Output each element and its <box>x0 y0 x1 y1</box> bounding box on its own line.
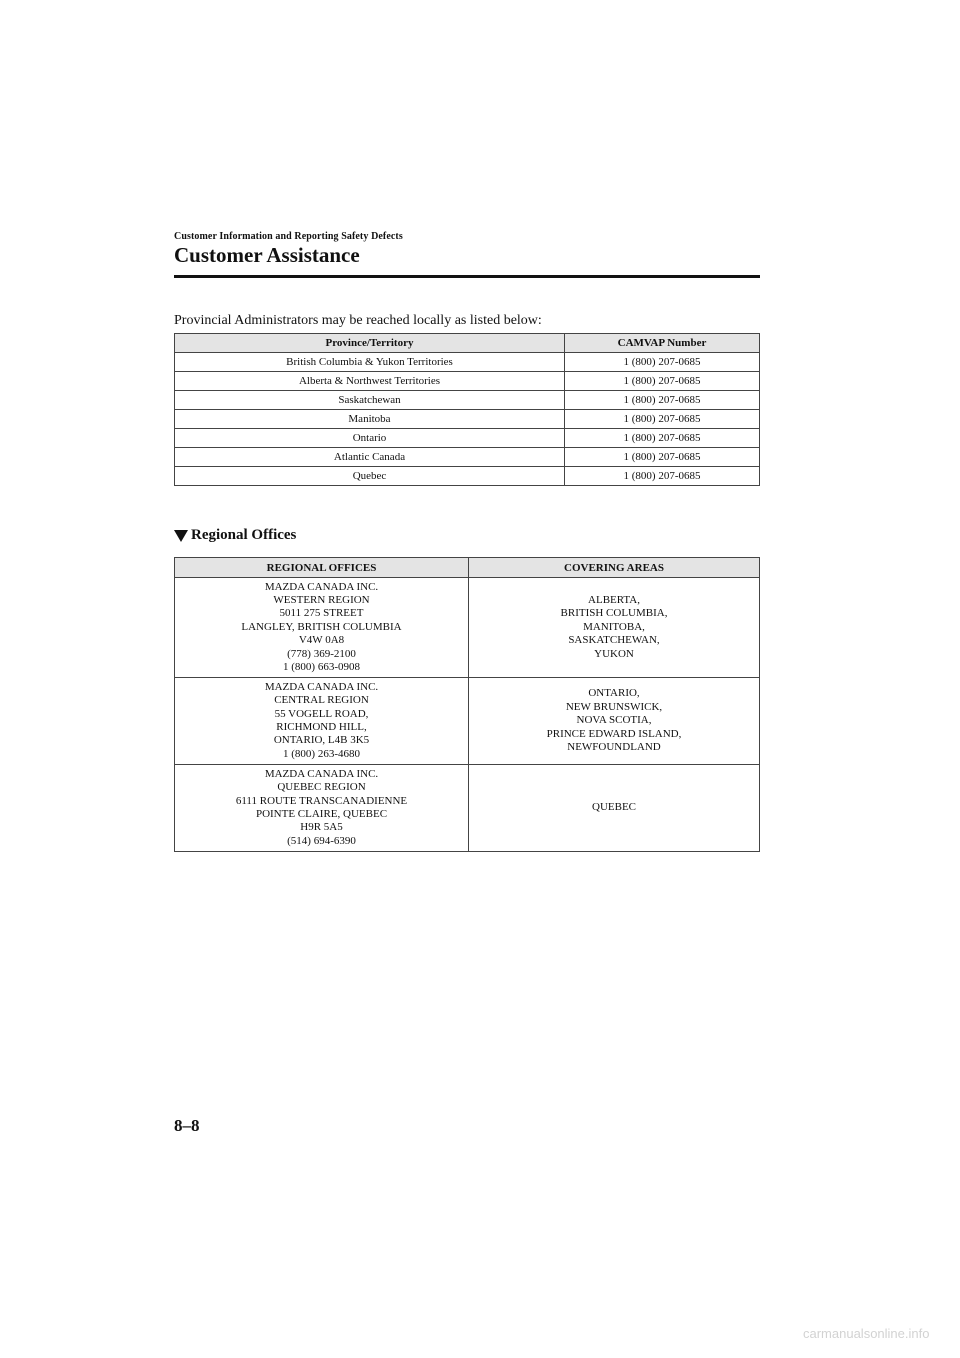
table-header-row <box>175 334 760 353</box>
area-line: NOVA SCOTIA, <box>576 714 652 727</box>
table-row <box>175 372 760 391</box>
office-line: LANGLEY, BRITISH COLUMBIA <box>241 620 402 633</box>
province-cell: Saskatchewan <box>175 391 565 410</box>
section-label: Customer Information and Reporting Safety Defects <box>174 231 403 242</box>
province-cell: Alberta & Northwest Territories <box>175 372 565 391</box>
office-line: (778) 369-2100 <box>287 647 356 660</box>
phone-cell: 1 (800) 207-0685 <box>565 448 760 467</box>
column-header-areas: COVERING AREAS <box>469 558 760 578</box>
area-line: PRINCE EDWARD ISLAND, <box>546 727 682 740</box>
office-line: H9R 5A5 <box>300 821 343 834</box>
areas-cell <box>469 678 760 765</box>
office-line: 5011 275 STREET <box>279 607 364 620</box>
office-cell <box>175 678 469 765</box>
office-line: WESTERN REGION <box>273 593 370 606</box>
page-title: Customer Assistance <box>174 243 360 267</box>
intro-text: Provincial Administrators may be reached locally as listed below: <box>174 313 542 328</box>
province-cell: Ontario <box>175 429 565 448</box>
office-cell <box>175 578 469 678</box>
area-line: YUKON <box>594 647 634 660</box>
table-row <box>175 578 760 678</box>
watermark: carmanualsonline.info <box>803 1326 930 1341</box>
table-row <box>175 353 760 372</box>
triangle-down-icon <box>174 530 188 542</box>
column-header-camvap: CAMVAP Number <box>565 334 760 353</box>
table-header-row <box>175 558 760 578</box>
area-line: ALBERTA, <box>588 593 640 606</box>
province-cell: Atlantic Canada <box>175 448 565 467</box>
provincial-table <box>174 333 760 486</box>
table-row <box>175 765 760 852</box>
phone-cell: 1 (800) 207-0685 <box>565 353 760 372</box>
column-header-offices: REGIONAL OFFICES <box>175 558 469 578</box>
area-line: NEWFOUNDLAND <box>567 741 661 754</box>
office-line: ONTARIO, L4B 3K5 <box>273 734 370 747</box>
office-line: 1 (800) 663-0908 <box>283 661 360 674</box>
province-cell: Quebec <box>175 467 565 486</box>
office-line: 6111 ROUTE TRANSCANADIENNE <box>235 794 408 807</box>
office-line: 1 (800) 263-4680 <box>283 747 360 760</box>
office-line: MAZDA CANADA INC. <box>264 580 379 593</box>
area-line: MANITOBA, <box>583 620 645 633</box>
table-row <box>175 391 760 410</box>
table-row <box>175 429 760 448</box>
phone-cell: 1 (800) 207-0685 <box>565 467 760 486</box>
regional-offices-title: Regional Offices <box>191 527 297 543</box>
area-line: QUEBEC <box>592 801 636 814</box>
area-line: BRITISH COLUMBIA, <box>560 607 668 620</box>
page-number: 8–8 <box>174 1116 200 1135</box>
office-line: MAZDA CANADA INC. <box>264 767 379 780</box>
phone-cell: 1 (800) 207-0685 <box>565 372 760 391</box>
table-row <box>175 448 760 467</box>
province-cell: British Columbia & Yukon Territories <box>175 353 565 372</box>
regional-offices-heading <box>174 527 296 544</box>
table-row <box>175 678 760 765</box>
table-row <box>175 467 760 486</box>
areas-cell <box>469 765 760 852</box>
area-line: NEW BRUNSWICK, <box>565 700 663 713</box>
phone-cell: 1 (800) 207-0685 <box>565 429 760 448</box>
office-line: V4W 0A8 <box>298 634 345 647</box>
office-line: RICHMOND HILL, <box>276 721 367 733</box>
area-line: ONTARIO, <box>588 687 640 700</box>
office-line: (514) 694-6390 <box>287 834 356 847</box>
table-row <box>175 410 760 429</box>
office-cell <box>175 765 469 852</box>
area-line: SASKATCHEWAN, <box>568 634 660 647</box>
office-line: CENTRAL REGION <box>274 694 369 707</box>
office-line: MAZDA CANADA INC. <box>264 680 379 693</box>
heading-rule <box>174 275 760 278</box>
column-header-province: Province/Territory <box>175 334 565 353</box>
phone-cell: 1 (800) 207-0685 <box>565 410 760 429</box>
areas-cell <box>469 578 760 678</box>
office-line: QUEBEC REGION <box>277 781 366 794</box>
province-cell: Manitoba <box>175 410 565 429</box>
office-line: 55 VOGELL ROAD, <box>274 707 369 720</box>
regional-offices-table <box>174 557 760 852</box>
phone-cell: 1 (800) 207-0685 <box>565 391 760 410</box>
office-line: POINTE CLAIRE, QUEBEC <box>255 808 388 820</box>
